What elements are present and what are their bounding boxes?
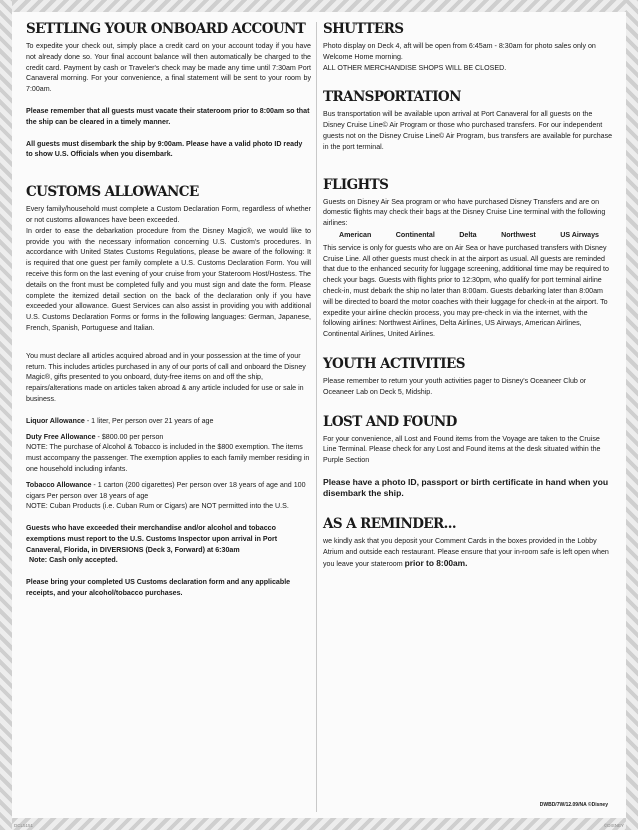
onboard-account-text: To expedite your check out, simply place a credit card on your account today if you have not already done so. Your final account balance will then automatically be charged to the credit card. Payment by cash or Traveler's check may be made any time until 7:30am Port Canaveral morning. For your convenience, a final statement will be sent to your room by 7:00am. (26, 42, 311, 94)
reminder-section (323, 517, 613, 569)
liquor-allowance (26, 416, 311, 427)
reminder-body: we kindly ask that you deposit your Comment Cards in the boxes provided in the Lobby Atrium and outside each restaurant. Please ensure that your in-room safe is left open when you leave your stateroom (323, 536, 609, 568)
customs-declare: You must declare all articles acquired abroad and in your possession at the time of your return. This includes articles purchased in any of our ports of call and onboard the Disney Magic®, gifts presented to you onboard, duty-free items on and off the ship, repairs/alterations made on articles taken abroad & any article included for use or sale in business. (26, 351, 306, 403)
right-column (323, 22, 613, 574)
airline-item: Northwest (501, 230, 536, 239)
flights-section (323, 178, 613, 340)
airline-item: US Airways (560, 230, 599, 239)
airline-list (323, 230, 613, 241)
duty-free-allowance (26, 432, 311, 443)
transportation-title: TRANSPORTATION (323, 89, 461, 106)
airline-item: American (339, 230, 372, 239)
reminder-time: prior to 8:00am. (404, 557, 468, 568)
shutters-title: SHUTTERS (323, 21, 404, 37)
footer-code: DWBD/7W/12.09/NA ©Disney (539, 802, 608, 808)
lost-found-title: LOST AND FOUND (323, 413, 457, 430)
tobacco-note: NOTE: Cuban Products (i.e. Cuban Rum or Cigars) are NOT permitted into the U.S. (26, 502, 289, 511)
corner-code-left: DCL5151 (14, 823, 34, 828)
customs-intro: Every family/household must complete a Custom Declaration Form, regardless of whether or not customs allowances have been exceeded. (26, 205, 311, 224)
reminder-title: AS A REMINDER... (323, 515, 456, 532)
photo-id-notice: Please have a photo ID, passport or birth certificate in hand when you disembark the ship. (323, 476, 609, 499)
transportation-section (323, 90, 613, 152)
airline-item: Continental (395, 230, 435, 239)
duty-label: Duty Free Allowance (26, 432, 96, 441)
youth-text: Please remember to return your youth activities pager to Disney's Oceaneer Club or Oceaneer Lab on Deck 5, Midship. (323, 376, 587, 396)
customs-title: CUSTOMS ALLOWANCE (26, 184, 199, 201)
tobacco-allowance (26, 480, 311, 502)
shops-closed-notice: ALL OTHER MERCHANDISE SHOPS WILL BE CLOSED. (323, 63, 507, 72)
exceeded-notice: Guests who have exceeded their merchandise and/or alcohol and tobacco exemptions must report to the U.S. Customs Inspector upon arrival in Port Canaveral, Florida, in DIVERSIONS (Deck 3, Forward) at 6:30am (26, 524, 278, 554)
corner-code-right: ©DISNEY (603, 823, 624, 828)
lost-found-section (323, 415, 613, 500)
border-top (0, 0, 638, 12)
youth-title: YOUTH ACTIVITIES (323, 355, 465, 372)
duty-note: NOTE: The purchase of Alcohol & Tobacco is included in the $800 exemption. The items must accompany the passenger. The exemption applies to each family member residing in one household including infants. (26, 443, 310, 473)
tobacco-text: - 1 carton (200 cigarettes) Per person over 18 years of age and 100 cigars Per person over 18 years of age (26, 480, 306, 500)
vacate-notice: Please remember that all guests must vacate their stateroom prior to 8:00am so that the ship can be cleared in a timely manner. (26, 106, 310, 126)
border-left (0, 0, 12, 830)
flights-intro: Guests on Disney Air Sea program or who have purchased Disney Transfers and are on domestic flights may check their bags at the Disney Cruise Line terminal with the following airlines: (323, 197, 606, 228)
onboard-account-section (26, 22, 311, 160)
onboard-account-title: SETTLING YOUR ONBOARD ACCOUNT (26, 21, 306, 37)
customs-procedure: In order to ease the debarkation procedure from the Disney Magic®, we would like to provide you with the necessary information concerning U.S. Custom's procedures. In accordance with United States Customs Regulations, please be aware of the following: It is required that one guest per family complete a U.S. Customs Declaration Form. You will receive this form on the last evening of your cruise from your Stateroom Host/Hostess. The details on the front must be completed fully and you must sign and date the form. Please complete the itemized detail section on the back of the declaration only if you have exceeded your allowance. Guest Services can also assist in providing you with additional U.S. Customs Declaration Forms or forms in the following languages: German, Japanese, French, Spanish, Portuguese and Italian. (26, 226, 311, 332)
column-divider (316, 22, 317, 812)
tobacco-label: Tobacco Allowance (26, 480, 92, 489)
liquor-text: - 1 liter, Per person over 21 years of age (84, 416, 214, 425)
transportation-text: Bus transportation will be available upon arrival at Port Canaveral for all guests on the Disney Cruise Line© Air Program or those who purchased transfers. For our independent guests not on the Disney Cruise Line© Air Program, bus transfers are available for purchase in the port terminal. (323, 110, 613, 151)
disembark-notice: All guests must disembark the ship by 9:00am. Please have a valid photo ID ready to show U.S. Officials when you disembark. (26, 139, 303, 159)
bring-form-notice: Please bring your completed US Customs declaration form and any applicable receipts, and your alcohol/tobacco purchases. (26, 578, 291, 598)
duty-text: - $800.00 per person (95, 432, 164, 441)
border-bottom (0, 818, 638, 830)
liquor-label: Liquor Allowance (26, 416, 85, 425)
shutters-section (323, 22, 613, 73)
youth-section (323, 357, 613, 398)
border-right (626, 0, 638, 830)
shutters-text: Photo display on Deck 4, aft will be open from 6:45am - 8:30am for photo sales only on Welcome Home morning. (323, 42, 596, 61)
flights-details: This service is only for guests who are on Air Sea or have purchased transfers with Disney Cruise Line. All other guests must check in at the airport as usual. All guests are reminded that due to the enhanced security for luggage screening, additional time may be required to check your bags. Guests with flights prior to 12:30pm, who qualify for port terminal airline check-in, must debark the ship no later than 8:00am. Guests debarking later than 8:00am will be directed to board the motor coaches with their luggage for check-in at the airport. To expedite your airline checkin process, you may pre-check in via the internet, with the following airlines: Northwest Airlines, Delta Airlines, US Airways, American Airlines, Continental Airlines, United Airlines. (323, 243, 609, 339)
airline-item: Delta (459, 230, 477, 239)
lost-found-text: For your convenience, all Lost and Found items from the Voyage are taken to the Cruise Line Terminal. Please check for any Lost and Found items at the desk situated within the Purple Section (323, 434, 601, 465)
reminder-text (323, 536, 613, 569)
cash-note: Note: Cash only accepted. (29, 556, 118, 565)
flights-title: FLIGHTS (323, 176, 389, 193)
left-column (26, 22, 311, 604)
customs-section (26, 185, 311, 599)
